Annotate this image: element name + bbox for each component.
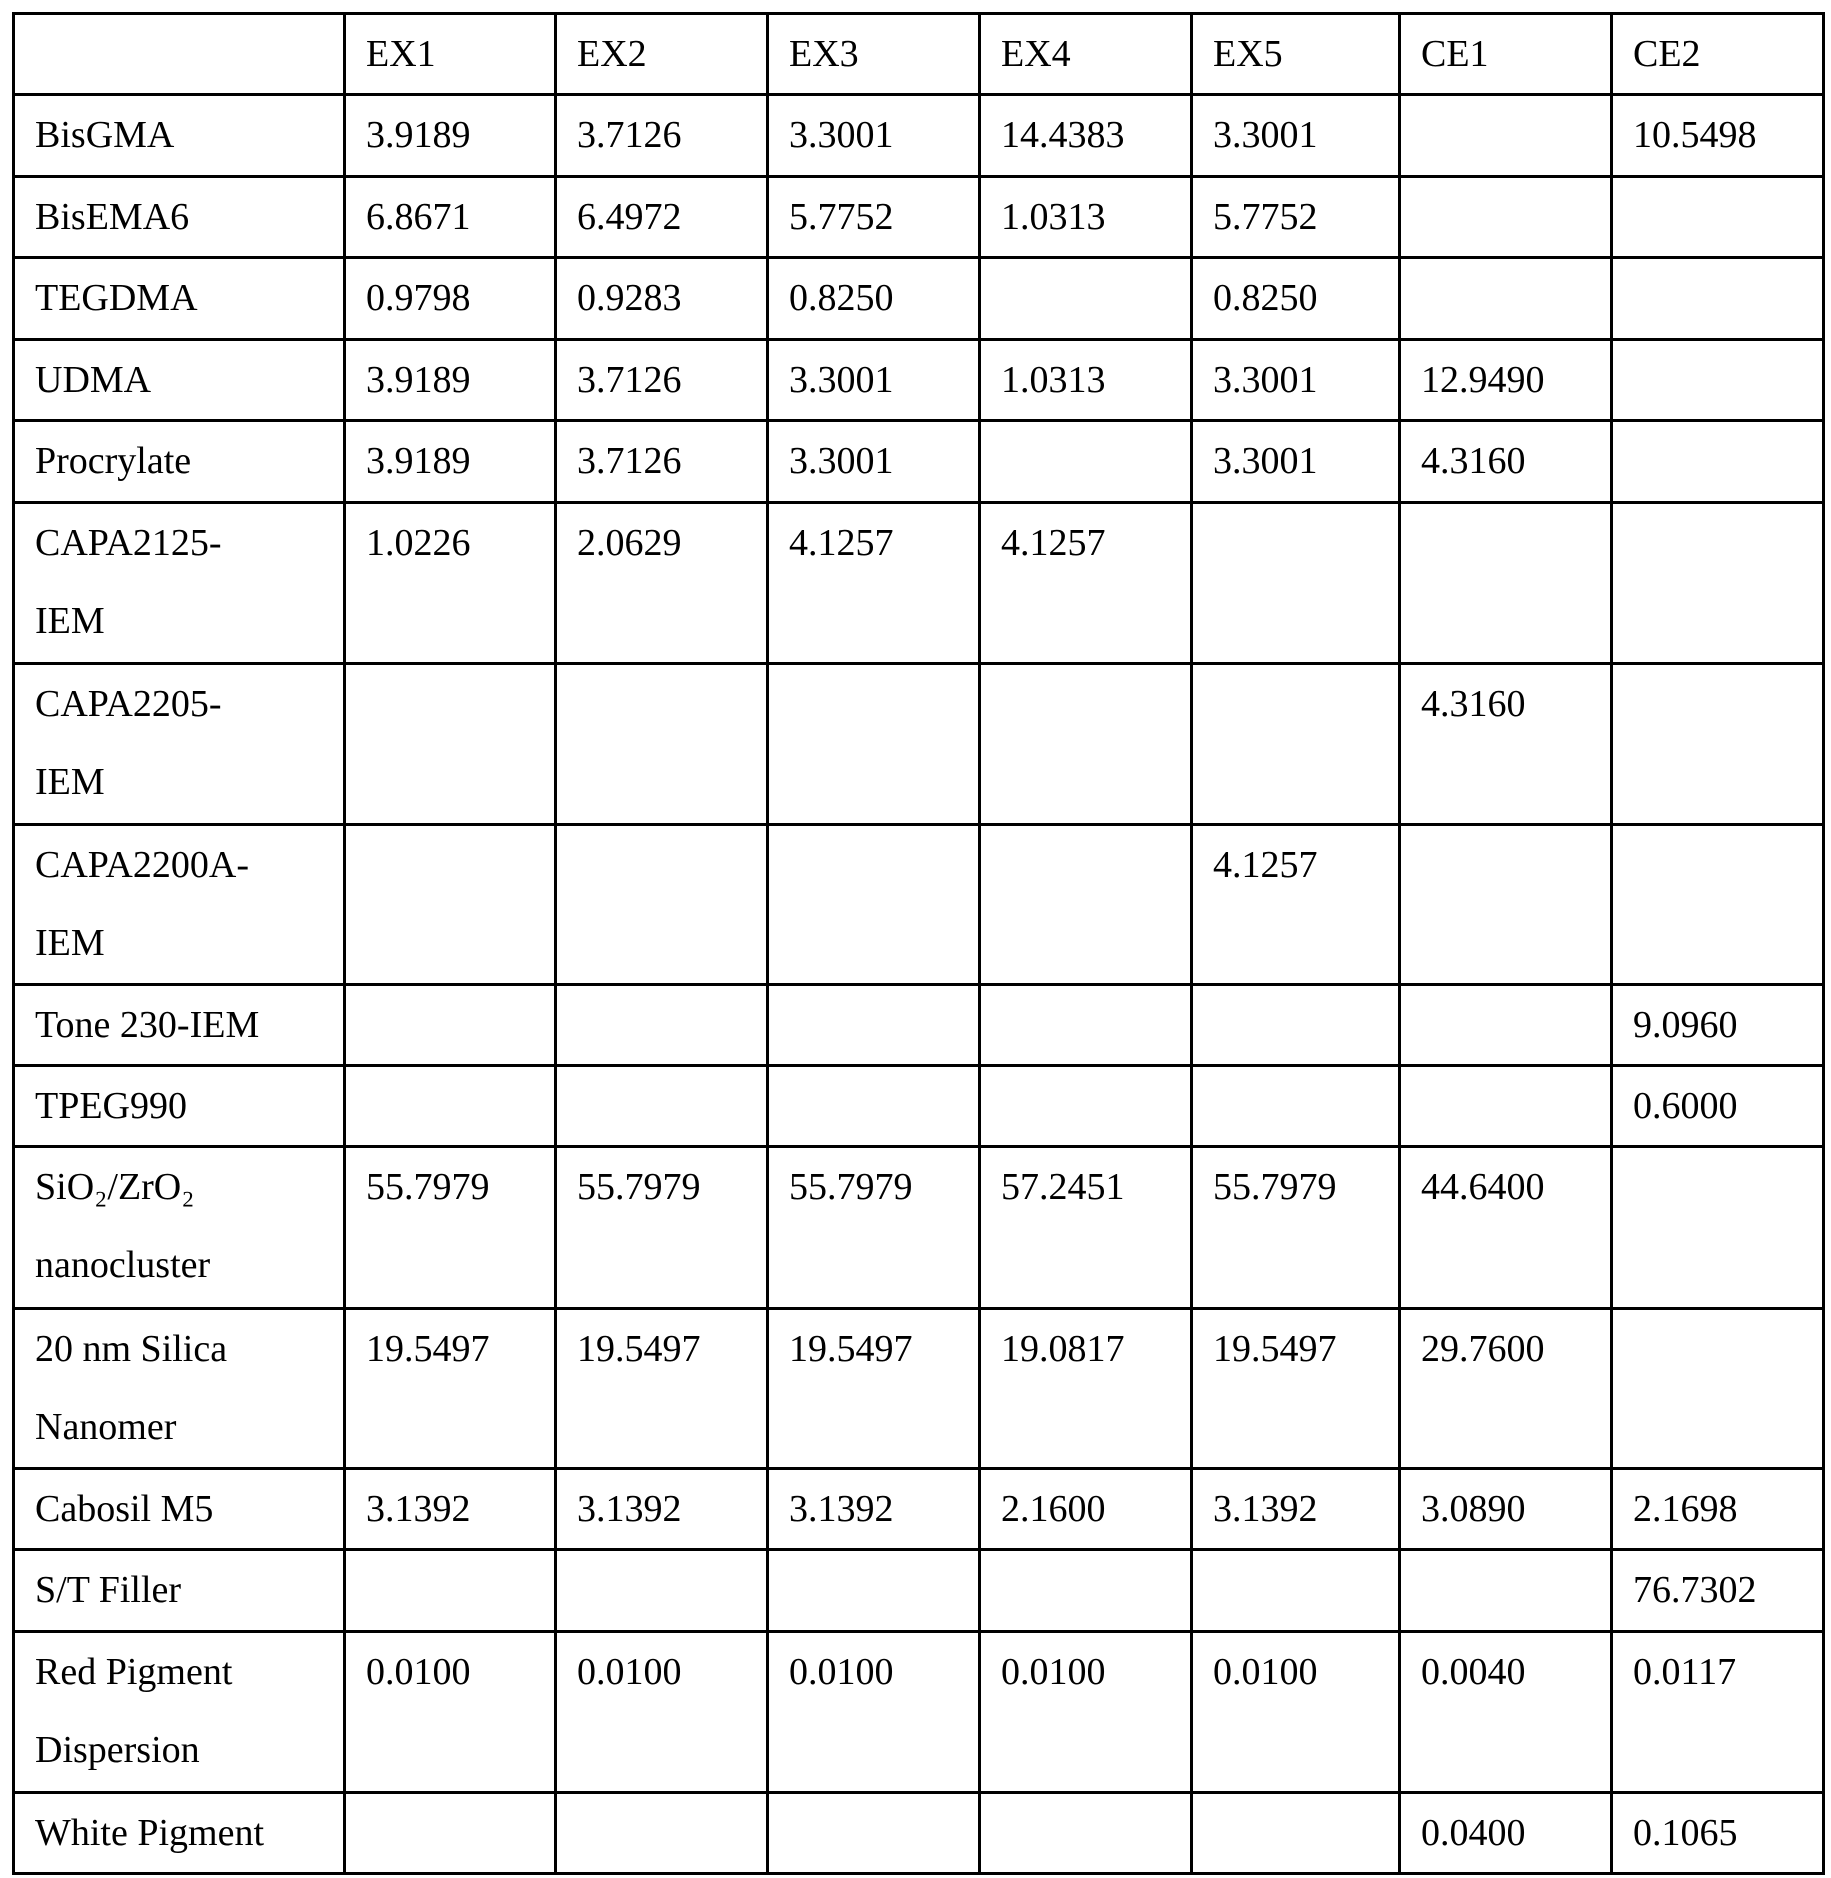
table-row bbox=[14, 340, 1824, 421]
column-header: CE2 bbox=[1612, 14, 1824, 95]
table-row bbox=[14, 1793, 1824, 1874]
value-cell: 19.0817 bbox=[980, 1309, 1192, 1469]
value-cell bbox=[556, 1550, 768, 1632]
value-cell: 2.1698 bbox=[1612, 1469, 1824, 1550]
table-row bbox=[14, 1550, 1824, 1632]
value-cell bbox=[1612, 825, 1824, 985]
value-cell bbox=[1192, 1066, 1400, 1147]
row-label-line: CAPA2200A- bbox=[35, 826, 343, 904]
value-cell bbox=[768, 664, 980, 825]
row-label-line: IEM bbox=[35, 743, 343, 821]
value-cell: 14.4383 bbox=[980, 95, 1192, 177]
row-label-line: TPEG990 bbox=[35, 1067, 343, 1145]
row-label bbox=[14, 664, 345, 825]
value-cell: 3.3001 bbox=[768, 95, 980, 177]
value-cell bbox=[768, 1793, 980, 1874]
value-cell bbox=[1192, 503, 1400, 664]
value-cell: 3.3001 bbox=[768, 421, 980, 503]
header-row bbox=[14, 14, 1824, 95]
value-cell: 0.9798 bbox=[345, 258, 556, 340]
value-cell bbox=[980, 1550, 1192, 1632]
value-cell: 3.7126 bbox=[556, 340, 768, 421]
value-cell bbox=[345, 664, 556, 825]
row-label bbox=[14, 421, 345, 503]
value-cell: 1.0226 bbox=[345, 503, 556, 664]
row-label bbox=[14, 985, 345, 1066]
value-cell: 3.3001 bbox=[768, 340, 980, 421]
table-row bbox=[14, 664, 1824, 825]
value-cell: 19.5497 bbox=[556, 1309, 768, 1469]
row-label bbox=[14, 1793, 345, 1874]
table-row bbox=[14, 95, 1824, 177]
row-label bbox=[14, 1550, 345, 1632]
value-cell bbox=[345, 825, 556, 985]
value-cell: 5.7752 bbox=[1192, 177, 1400, 258]
value-cell: 0.1065 bbox=[1612, 1793, 1824, 1874]
value-cell bbox=[345, 1066, 556, 1147]
value-cell bbox=[1612, 1309, 1824, 1469]
row-label bbox=[14, 1066, 345, 1147]
value-cell bbox=[1612, 258, 1824, 340]
value-cell bbox=[980, 825, 1192, 985]
value-cell: 44.6400 bbox=[1400, 1147, 1612, 1309]
value-cell bbox=[768, 825, 980, 985]
row-label bbox=[14, 1469, 345, 1550]
value-cell bbox=[980, 258, 1192, 340]
value-cell bbox=[980, 1793, 1192, 1874]
value-cell bbox=[345, 985, 556, 1066]
value-cell: 3.3001 bbox=[1192, 421, 1400, 503]
row-label bbox=[14, 503, 345, 664]
value-cell bbox=[1400, 1550, 1612, 1632]
value-cell: 0.0040 bbox=[1400, 1632, 1612, 1793]
row-label-line: CAPA2125- bbox=[35, 504, 343, 582]
column-header: EX2 bbox=[556, 14, 768, 95]
table-row bbox=[14, 1632, 1824, 1793]
value-cell bbox=[980, 664, 1192, 825]
value-cell bbox=[1400, 825, 1612, 985]
value-cell: 3.7126 bbox=[556, 95, 768, 177]
value-cell: 2.1600 bbox=[980, 1469, 1192, 1550]
row-label-line: Nanomer bbox=[35, 1388, 343, 1466]
table-row bbox=[14, 421, 1824, 503]
value-cell: 12.9490 bbox=[1400, 340, 1612, 421]
value-cell: 0.0100 bbox=[980, 1632, 1192, 1793]
table-row bbox=[14, 1147, 1824, 1309]
value-cell bbox=[1400, 177, 1612, 258]
value-cell: 4.1257 bbox=[980, 503, 1192, 664]
row-label-line: BisEMA6 bbox=[35, 178, 343, 256]
value-cell: 3.9189 bbox=[345, 421, 556, 503]
row-label-line: White Pigment bbox=[35, 1794, 343, 1872]
value-cell: 2.0629 bbox=[556, 503, 768, 664]
value-cell: 76.7302 bbox=[1612, 1550, 1824, 1632]
value-cell: 3.0890 bbox=[1400, 1469, 1612, 1550]
value-cell: 19.5497 bbox=[345, 1309, 556, 1469]
row-label-line: Tone 230-IEM bbox=[35, 986, 343, 1064]
value-cell: 0.6000 bbox=[1612, 1066, 1824, 1147]
value-cell: 3.7126 bbox=[556, 421, 768, 503]
value-cell: 3.1392 bbox=[345, 1469, 556, 1550]
value-cell: 10.5498 bbox=[1612, 95, 1824, 177]
value-cell: 4.1257 bbox=[1192, 825, 1400, 985]
row-label-line: Procrylate bbox=[35, 422, 343, 500]
value-cell: 55.7979 bbox=[556, 1147, 768, 1309]
column-header: EX5 bbox=[1192, 14, 1400, 95]
table-row bbox=[14, 1309, 1824, 1469]
value-cell: 3.1392 bbox=[556, 1469, 768, 1550]
value-cell: 3.9189 bbox=[345, 95, 556, 177]
value-cell: 0.8250 bbox=[768, 258, 980, 340]
row-label-line: S/T Filler bbox=[35, 1551, 343, 1629]
table-row bbox=[14, 503, 1824, 664]
value-cell: 55.7979 bbox=[768, 1147, 980, 1309]
value-cell: 29.7600 bbox=[1400, 1309, 1612, 1469]
value-cell: 55.7979 bbox=[1192, 1147, 1400, 1309]
value-cell bbox=[1400, 258, 1612, 340]
composition-table bbox=[12, 12, 1825, 1875]
value-cell: 57.2451 bbox=[980, 1147, 1192, 1309]
row-label-line: nanocluster bbox=[35, 1226, 343, 1304]
value-cell bbox=[768, 1066, 980, 1147]
value-cell bbox=[980, 985, 1192, 1066]
row-label-line: BisGMA bbox=[35, 96, 343, 174]
value-cell: 0.0100 bbox=[345, 1632, 556, 1793]
row-label-line: IEM bbox=[35, 904, 343, 982]
header-corner-cell bbox=[14, 14, 345, 95]
value-cell: 0.8250 bbox=[1192, 258, 1400, 340]
value-cell: 1.0313 bbox=[980, 340, 1192, 421]
value-cell bbox=[556, 825, 768, 985]
value-cell: 4.3160 bbox=[1400, 421, 1612, 503]
row-label-line: SiO₂/ZrO₂ bbox=[35, 1148, 343, 1226]
row-label-line: Red Pigment bbox=[35, 1633, 343, 1711]
value-cell bbox=[345, 1550, 556, 1632]
value-cell: 19.5497 bbox=[768, 1309, 980, 1469]
value-cell: 3.1392 bbox=[768, 1469, 980, 1550]
table-row bbox=[14, 1066, 1824, 1147]
row-label bbox=[14, 177, 345, 258]
value-cell bbox=[556, 1793, 768, 1874]
value-cell: 6.8671 bbox=[345, 177, 556, 258]
value-cell bbox=[1612, 664, 1824, 825]
value-cell: 0.0100 bbox=[768, 1632, 980, 1793]
value-cell bbox=[1612, 177, 1824, 258]
value-cell bbox=[1192, 1793, 1400, 1874]
value-cell: 4.1257 bbox=[768, 503, 980, 664]
value-cell bbox=[768, 985, 980, 1066]
row-label bbox=[14, 1147, 345, 1309]
value-cell bbox=[556, 1066, 768, 1147]
table-row bbox=[14, 258, 1824, 340]
value-cell: 5.7752 bbox=[768, 177, 980, 258]
row-label bbox=[14, 1632, 345, 1793]
row-label-line: 20 nm Silica bbox=[35, 1310, 343, 1388]
value-cell bbox=[1192, 664, 1400, 825]
value-cell bbox=[980, 1066, 1192, 1147]
table-row bbox=[14, 825, 1824, 985]
value-cell: 0.0117 bbox=[1612, 1632, 1824, 1793]
column-header: EX3 bbox=[768, 14, 980, 95]
value-cell bbox=[768, 1550, 980, 1632]
value-cell: 0.0100 bbox=[556, 1632, 768, 1793]
row-label bbox=[14, 340, 345, 421]
table-row bbox=[14, 177, 1824, 258]
value-cell: 6.4972 bbox=[556, 177, 768, 258]
table-row bbox=[14, 1469, 1824, 1550]
value-cell bbox=[1612, 421, 1824, 503]
value-cell bbox=[980, 421, 1192, 503]
row-label bbox=[14, 825, 345, 985]
value-cell: 55.7979 bbox=[345, 1147, 556, 1309]
value-cell: 0.0400 bbox=[1400, 1793, 1612, 1874]
value-cell: 0.0100 bbox=[1192, 1632, 1400, 1793]
column-header: CE1 bbox=[1400, 14, 1612, 95]
value-cell bbox=[1612, 340, 1824, 421]
column-header: EX4 bbox=[980, 14, 1192, 95]
value-cell bbox=[1400, 985, 1612, 1066]
table-row bbox=[14, 985, 1824, 1066]
value-cell bbox=[556, 664, 768, 825]
value-cell bbox=[345, 1793, 556, 1874]
value-cell: 1.0313 bbox=[980, 177, 1192, 258]
value-cell bbox=[1612, 503, 1824, 664]
row-label-line: IEM bbox=[35, 582, 343, 660]
value-cell: 3.3001 bbox=[1192, 340, 1400, 421]
row-label-line: Cabosil M5 bbox=[35, 1470, 343, 1548]
row-label bbox=[14, 1309, 345, 1469]
value-cell bbox=[556, 985, 768, 1066]
row-label bbox=[14, 95, 345, 177]
row-label-line: CAPA2205- bbox=[35, 665, 343, 743]
value-cell bbox=[1400, 95, 1612, 177]
value-cell bbox=[1612, 1147, 1824, 1309]
value-cell bbox=[1192, 1550, 1400, 1632]
value-cell: 3.9189 bbox=[345, 340, 556, 421]
value-cell bbox=[1400, 503, 1612, 664]
value-cell: 4.3160 bbox=[1400, 664, 1612, 825]
value-cell: 3.3001 bbox=[1192, 95, 1400, 177]
value-cell: 3.1392 bbox=[1192, 1469, 1400, 1550]
value-cell: 9.0960 bbox=[1612, 985, 1824, 1066]
row-label bbox=[14, 258, 345, 340]
value-cell: 19.5497 bbox=[1192, 1309, 1400, 1469]
row-label-line: TEGDMA bbox=[35, 259, 343, 337]
row-label-line: UDMA bbox=[35, 341, 343, 419]
value-cell: 0.9283 bbox=[556, 258, 768, 340]
value-cell bbox=[1192, 985, 1400, 1066]
row-label-line: Dispersion bbox=[35, 1711, 343, 1789]
value-cell bbox=[1400, 1066, 1612, 1147]
column-header: EX1 bbox=[345, 14, 556, 95]
